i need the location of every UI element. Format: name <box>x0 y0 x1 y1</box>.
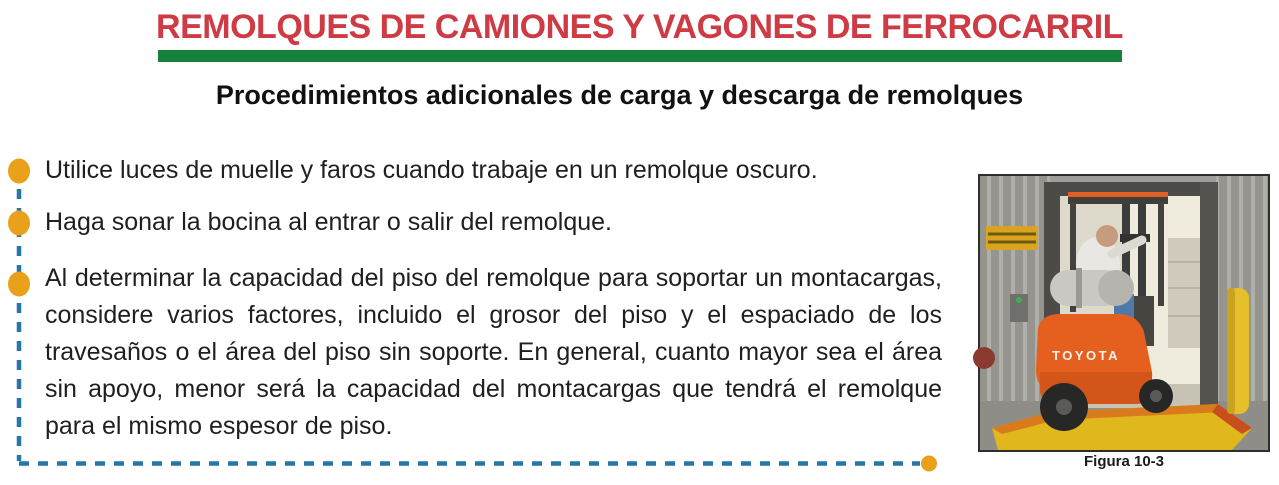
propane-tank-cap <box>1098 270 1134 306</box>
driver-head <box>1096 225 1118 247</box>
yellow-wall-sign <box>986 226 1038 250</box>
roof-orange-edge <box>1068 192 1168 197</box>
guard-post-right <box>1158 202 1164 306</box>
title-underline-bar <box>158 50 1122 62</box>
front-wheel-hub <box>1150 390 1162 402</box>
figure-caption: Figura 10-3 <box>1083 453 1165 470</box>
bullet-marker-3 <box>8 272 30 297</box>
bollard-shade <box>1227 288 1235 414</box>
bullet-item-2: Haga sonar la bocina al entrar o salir del remolque. <box>45 208 612 236</box>
forklift-photo <box>978 174 1270 452</box>
bullet-marker-2 <box>8 211 30 236</box>
page-title: REMOLQUES DE CAMIONES Y VAGONES DE FERROCARRIL <box>156 8 1123 46</box>
bullet-item-1: Utilice luces de muelle y faros cuando trabaje en un remolque oscuro. <box>45 156 818 184</box>
pallet-load <box>1168 238 1200 348</box>
door-frame-right <box>1200 182 1218 408</box>
bullet-marker-1 <box>8 159 30 184</box>
figure-caption-clipped <box>978 453 1270 470</box>
hose-reel <box>973 347 995 369</box>
bullet-item-3: Al determinar la capacidad del piso del remolque para soportar un montacargas, considere varios factores, incluido el grosor del piso y el espaciado de los travesaños o el área del piso sin soporte. En general, cuanto mayor sea el área sin apoyo, menor será la capacidad del montacargas que tendrá el remolque para el mismo espesor de piso. <box>45 264 942 440</box>
rear-wheel-hub <box>1056 399 1072 415</box>
tank-strap <box>1076 268 1082 308</box>
forklift-brand-text: TOYOTA <box>1052 348 1120 363</box>
control-box-light <box>1016 297 1022 303</box>
forklift-photo-illustration <box>980 176 1268 450</box>
connector-end-dot <box>921 456 937 472</box>
page-subtitle: Procedimientos adicionales de carga y descarga de remolques <box>215 80 1024 110</box>
